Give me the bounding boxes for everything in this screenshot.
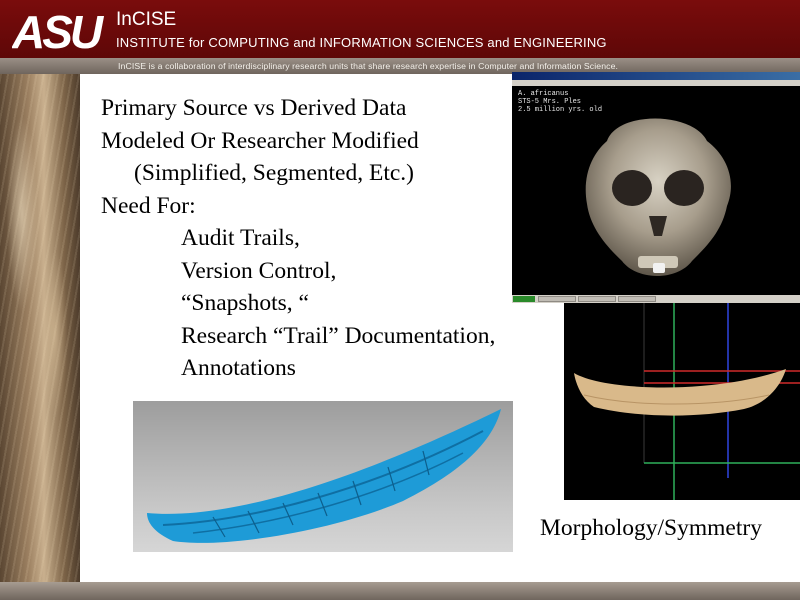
- bullet-item: Need For:: [101, 192, 196, 219]
- asu-logo: [12, 6, 112, 52]
- boat-symmetry-drawing: [564, 303, 800, 500]
- institute-acronym: InCISE: [116, 9, 177, 30]
- boat-3d-model-drawing: [133, 401, 513, 552]
- bullet-item: Research “Trail” Documentation,: [181, 322, 496, 349]
- bullet-item: (Simplified, Segmented, Etc.): [134, 160, 414, 186]
- bullet-item: Audit Trails,: [181, 225, 300, 251]
- skull-caption-specimen: STS-5 Mrs. Ples: [518, 98, 582, 106]
- bullet-item: Version Control,: [181, 257, 337, 284]
- morphology-label: Morphology/Symmetry: [540, 515, 762, 541]
- skull-viewer-taskbar: [512, 295, 800, 303]
- decorative-side-strip: [0, 74, 80, 582]
- skull-caption-age: 2.5 million yrs. old: [518, 106, 603, 114]
- bullet-item: Primary Source vs Derived Data: [101, 95, 407, 121]
- bullet-item: “Snapshots, “: [181, 290, 309, 316]
- taskbar-item: [538, 296, 576, 302]
- skull-viewer-screenshot: [512, 72, 800, 303]
- footer-bar: [0, 582, 800, 600]
- header-banner: [0, 0, 800, 58]
- bullet-list: [101, 92, 495, 385]
- asu-logo-text: ASU: [12, 6, 101, 52]
- bullet-item: Modeled Or Researcher Modified: [101, 127, 419, 154]
- taskbar-item: [618, 296, 656, 302]
- boat-3d-model-image: [133, 401, 513, 552]
- taskbar-item: [578, 296, 616, 302]
- tagline: InCISE is a collaboration of interdisciplinary research units that share research expertise in Computer and Information Science.: [118, 61, 619, 71]
- start-button: [513, 296, 535, 302]
- boat-symmetry-image: [564, 303, 800, 500]
- institute-full-name: INSTITUTE for COMPUTING and INFORMATION SCIENCES and ENGINEERING: [116, 35, 607, 50]
- bullet-item: Annotations: [181, 355, 296, 381]
- skull-caption-species: A. africanus: [518, 90, 569, 98]
- skull-caption: [518, 90, 602, 114]
- skull-viewer-titlebar: [512, 72, 800, 80]
- skull-image: [512, 86, 800, 295]
